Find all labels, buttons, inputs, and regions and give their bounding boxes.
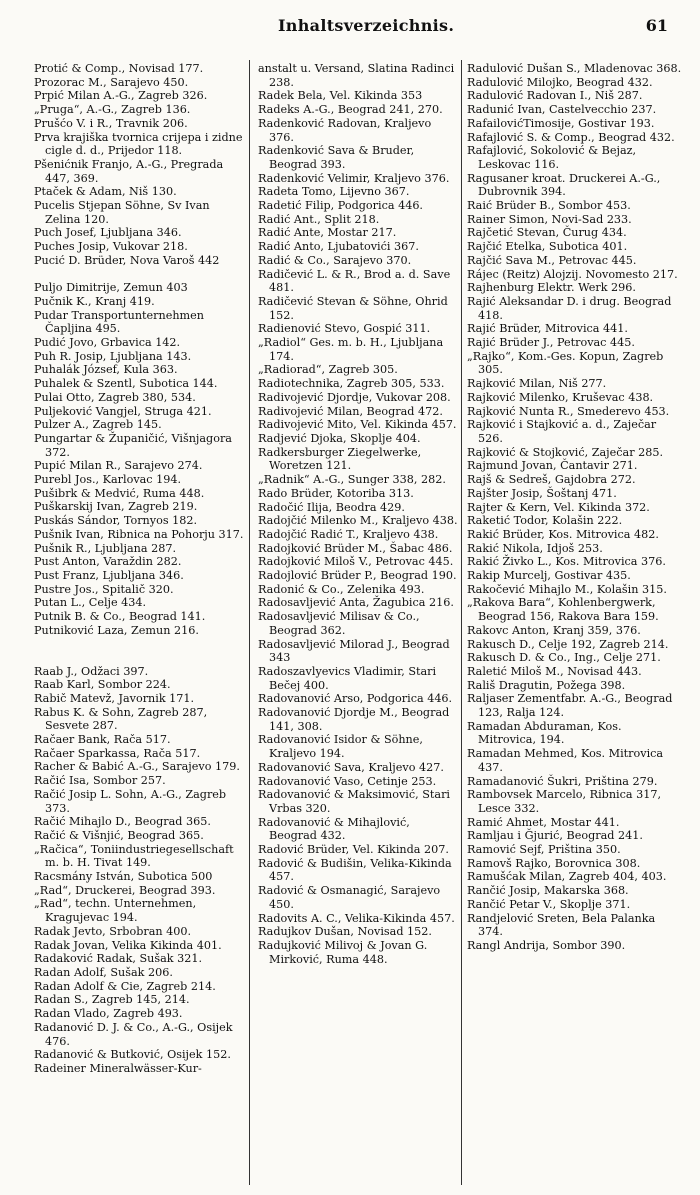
index-entry: Rajić Brüder, Mitrovica 441. <box>467 322 628 336</box>
index-column-1 <box>34 62 244 1187</box>
index-entry: Raab J., Odžaci 397. <box>34 664 149 678</box>
index-entry: „Račica“, Toniindustriegesellschaft m. b. H. Tivat 149. <box>34 842 234 870</box>
index-entry: Radujković Milivoj & Jovan G. Mirković, Ruma 448. <box>258 939 428 966</box>
index-entry: Protić & Comp., Novisad 177. <box>34 62 204 75</box>
index-entry: Radosavljević Milorad J., Beograd 343 <box>258 637 450 665</box>
index-entry: Radan S., Zagreb 145, 214. <box>34 993 190 1007</box>
index-entry: Radan Vlado, Zagreb 493. <box>34 1007 183 1021</box>
index-entry: Radivojević Djordje, Vukovar 208. <box>258 390 451 404</box>
index-entry: Radkersburger Ziegelwerke, Woretzen 121. <box>258 445 422 473</box>
index-entry: Rangl Andrija, Sombor 390. <box>467 939 626 952</box>
index-entry: Pušnik Ivan, Ribnica na Pohorju 317. <box>34 527 244 541</box>
index-entry: Pušibrk & Medvić, Ruma 448. <box>34 486 205 500</box>
index-entry: Radovanović Arso, Podgorica 446. <box>258 692 453 706</box>
index-entry: Radovanović & Mihajlović, Beograd 432. <box>258 815 410 843</box>
index-entry: Rambovsek Marcelo, Ribnica 317, Lesce 332. <box>467 788 662 815</box>
index-entry: Radeks A.-G., Beograd 241, 270. <box>258 103 443 117</box>
index-entry: Radenković Sava & Bruder, Beograd 393. <box>258 144 415 171</box>
index-entry: Puljeković Vangjel, Struga 421. <box>34 404 212 418</box>
index-entry: Radiotechnika, Zagreb 305, 533. <box>258 377 445 391</box>
index-entry: „Radiol“ Ges. m. b. H., Ljubljana 174. <box>258 336 444 363</box>
index-entry: Radanović & Butković, Osijek 152. <box>34 1048 231 1062</box>
index-entry: Putniković Laza, Zemun 216. <box>34 623 199 637</box>
index-entry: Radek Bela, Vel. Kikinda 353 <box>258 89 423 103</box>
index-entry: Putnik B. & Co., Beograd 141. <box>34 610 206 624</box>
index-entry: Radić Ant., Split 218. <box>258 212 380 226</box>
index-entry: Puches Josip, Vukovar 218. <box>34 240 188 254</box>
index-entry: Radanović D. J. & Co., A.-G., Osijek 476. <box>34 1020 233 1048</box>
index-entry: Rajš & Sedreš, Gajdobra 272. <box>467 473 636 487</box>
index-entry: Pudar Transportunternehmen Čapljina 495. <box>34 308 204 336</box>
index-entry: „Rakova Bara“, Kohlenbergwerk, Beograd 156, Rakova Bara 159. <box>467 596 659 624</box>
column-divider <box>461 60 462 1185</box>
index-entry: Pucić D. Brüder, Nova Varoš 442 <box>34 253 220 267</box>
index-entry: Rabič Matevž, Javornik 171. <box>34 691 195 705</box>
index-entry: Rabus K. & Sohn, Zagreb 287, Sesvete 287. <box>34 705 208 733</box>
index-entry: Rančić Josip, Makarska 368. <box>467 884 629 898</box>
index-entry: Rado Brüder, Kotoriba 313. <box>258 486 414 500</box>
index-entry: „Pruga“, A.-G., Zagreb 136. <box>34 103 191 117</box>
index-entry: Rafajlović, Sokolović & Bejaz, Leskovac 116. <box>467 144 637 171</box>
index-entry: Račić Mihajlo D., Beograd 365. <box>34 815 211 829</box>
index-entry: Rajter & Kern, Vel. Kikinda 372. <box>467 500 650 514</box>
index-column-3 <box>467 62 682 1187</box>
index-entry: Rajić Aleksandar D. i drug. Beograd 418. <box>467 294 672 322</box>
index-entry: Rajhenburg Elektr. Werk 296. <box>467 281 636 295</box>
index-entry: Ramadan Mehmed, Kos. Mitrovica 437. <box>467 747 664 774</box>
index-entry: Rajmund Jovan, Čantavir 271. <box>467 459 638 473</box>
index-entry: Pšenićnik Franjo, A.-G., Pregrada 447, 369. <box>34 157 224 185</box>
index-entry: Radić Ante, Mostar 217. <box>258 226 397 240</box>
index-entry: Radojčić Radić T., Kraljevo 438. <box>258 527 439 541</box>
index-entry: Rajković & Stojković, Zaječar 285. <box>467 445 664 459</box>
index-entry: Putan L., Celje 434. <box>34 596 147 610</box>
index-entry: Puh R. Josip, Ljubljana 143. <box>34 349 192 363</box>
index-entry: Radosavljević Anta, Žagubica 216. <box>258 596 454 610</box>
index-entry: Radetić Filip, Podgorica 446. <box>258 199 423 213</box>
index-entry: Radak Jevto, Srbobran 400. <box>34 924 192 938</box>
index-entry: Radojčić Milenko M., Kraljevo 438. <box>258 514 458 528</box>
index-entry: Puhalák József, Kula 363. <box>34 363 178 377</box>
index-entry: Radić & Co., Sarajevo 370. <box>258 253 412 267</box>
index-entry: Prušćo V. i R., Travnik 206. <box>34 116 188 130</box>
index-entry: Radoszavlyevics Vladimir, Stari Bečej 400. <box>258 664 437 692</box>
index-entry: Rajković Milenko, Kruševac 438. <box>467 390 654 404</box>
index-entry: Radan Adolf & Cie, Zagreb 214. <box>34 979 216 993</box>
index-entry: Radulović Radovan I., Niš 287. <box>467 89 643 103</box>
index-entry: Radovanović Djordje M., Beograd 141, 308. <box>258 706 450 733</box>
index-entry: Račić Josip L. Sohn, A.-G., Zagreb 373. <box>34 787 227 815</box>
index-entry: Rajković i Stajković a. d., Zaječar 526. <box>467 418 657 445</box>
index-entry: Radujkov Dušan, Novisad 152. <box>258 925 432 939</box>
index-entry: Pušnik R., Ljubljana 287. <box>34 541 177 555</box>
index-entry: Raab Karl, Sombor 224. <box>34 678 171 692</box>
index-entry: Radivojević Mito, Vel. Kikinda 457. <box>258 418 457 432</box>
index-entry: Radonić & Co., Zelenika 493. <box>258 582 425 596</box>
index-entry: Radojlović Brüder P., Beograd 190. <box>258 569 457 583</box>
index-entry: Radenković Velimir, Kraljevo 376. <box>258 171 450 185</box>
index-entry: Raljaser Zementfabr. A.-G., Beograd 123, Ralja 124. <box>467 692 673 720</box>
index-entry: Pucelis Stjepan Söhne, Sv Ivan Zelina 120. <box>34 199 210 226</box>
index-entry: Radovanović Vaso, Cetinje 253. <box>258 774 437 788</box>
index-entry: Prozorac M., Sarajevo 450. <box>34 75 189 89</box>
index-entry: Prpić Milan A.-G., Zagreb 326. <box>34 89 208 103</box>
index-entry: Puhalek & Szentl, Subotica 144. <box>34 377 218 391</box>
index-entry: Radović & Osmanagić, Sarajevo 450. <box>258 884 441 911</box>
page-number: 61 <box>645 16 668 35</box>
index-entry: Radojković Miloš V., Petrovac 445. <box>258 555 454 569</box>
index-entry: Radulović Dušan S., Mladenovac 368. <box>467 62 682 75</box>
index-entry: Radović Brüder, Vel. Kikinda 207. <box>258 843 449 857</box>
index-entry: Rakić Brüder, Kos. Mitrovica 482. <box>467 527 659 541</box>
index-entry: Puljo Dimitrije, Zemun 403 <box>34 281 188 295</box>
index-entry: Rajković Milan, Niš 277. <box>467 377 607 391</box>
index-entry: Radović & Budišin, Velika-Kikinda 457. <box>258 856 452 884</box>
index-entry: Ramović Sejf, Priština 350. <box>467 843 621 857</box>
index-entry: „Radnik“ A.-G., Sunger 338, 282. <box>258 473 446 487</box>
index-entry: „Rad“, techn. Unternehmen, Kragujevac 194. <box>34 897 197 925</box>
index-entry: anstalt u. Versand, Slatina Radinci 238. <box>258 62 455 89</box>
column-divider <box>249 60 250 1185</box>
page-title: Inhaltsverzeichnis. <box>278 16 455 35</box>
index-entry: Rakić Nikola, Idjoš 253. <box>467 541 603 555</box>
index-entry: Rajić Brüder J., Petrovac 445. <box>467 336 635 350</box>
index-entry: Rančić Petar V., Skoplje 371. <box>467 897 631 911</box>
index-column-2 <box>258 62 458 1187</box>
index-entry: Rajčić Sava M., Petrovac 445. <box>467 253 637 267</box>
index-entry: Ramovš Rajko, Borovnica 308. <box>467 856 641 870</box>
index-entry: Ramljau i Ğjurić, Beograd 241. <box>467 829 643 843</box>
index-entry: Radjević Djoka, Skoplje 404. <box>258 431 421 445</box>
index-entry: „Radiorad“, Zagreb 305. <box>258 363 398 377</box>
index-entry: Rakić Živko L., Kos. Mitrovica 376. <box>467 555 666 569</box>
page-header <box>0 16 700 40</box>
index-entry: Radičević Stevan & Söhne, Ohrid 152. <box>258 294 448 322</box>
index-entry: Radeta Tomo, Lijevno 367. <box>258 185 410 199</box>
index-entry: Ramušćak Milan, Zagreb 404, 403. <box>467 870 667 884</box>
index-entry: Rajković Nunta R., Smederevo 453. <box>467 404 670 418</box>
index-entry: Pust Anton, Varaždin 282. <box>34 555 182 569</box>
index-entry: Randjelović Sreten, Bela Palanka 374. <box>467 911 656 939</box>
index-entry: Radivojević Milan, Beograd 472. <box>258 404 443 418</box>
index-entry: Račaer Bank, Rača 517. <box>34 733 171 747</box>
index-entry: Radulović Milojko, Beograd 432. <box>467 75 653 89</box>
index-entry: Radaković Radak, Sušak 321. <box>34 952 203 966</box>
index-entry: RafailovićTimosije, Gostivar 193. <box>467 116 655 130</box>
index-entry: Raletić Miloš M., Novisad 443. <box>467 664 642 678</box>
index-entry: Rajčić Etelka, Subotica 401. <box>467 240 628 254</box>
index-entry: Rališ Dragutin, Požega 398. <box>467 678 626 692</box>
index-entry: Radovanović Sava, Kraljevo 427. <box>258 760 444 774</box>
index-entry: Puškarskij Ivan, Zagreb 219. <box>34 500 198 514</box>
index-entry: Radienović Stevo, Gospić 311. <box>258 322 431 336</box>
index-entry: Radovanović Isidor & Söhne, Kraljevo 194. <box>258 733 423 761</box>
index-entry: Ptaček & Adam, Niš 130. <box>34 185 177 199</box>
index-entry: Radić Anto, Ljubatovići 367. <box>258 240 419 254</box>
index-entry: Racher & Babić A.-G., Sarajevo 179. <box>34 760 240 774</box>
index-entry: Rakovc Anton, Kranj 359, 376. <box>467 623 641 637</box>
index-entry: Rainer Simon, Novi-Sad 233. <box>467 212 632 226</box>
index-entry: Rajčetić Stevan, Čurug 434. <box>467 226 627 240</box>
index-entry: Rakočević Mihajlo M., Kolašin 315. <box>467 582 667 596</box>
index-entry: Račaer Sparkassa, Rača 517. <box>34 746 201 760</box>
index-entry: Radovits A. C., Velika-Kikinda 457. <box>258 911 455 925</box>
index-entry: Radosavljević Milisav & Co., Beograd 362. <box>258 610 420 637</box>
index-entry: Radičević L. & R., Brod a. d. Save 481. <box>258 267 451 295</box>
index-entry: Pučnik K., Kranj 419. <box>34 294 155 308</box>
index-entry: Radojković Brüder M., Šabac 486. <box>258 541 453 555</box>
index-entry: Rájec (Reitz) Alojzij. Novomesto 217. <box>467 267 678 281</box>
index-entry: Račić Isa, Sombor 257. <box>34 774 166 788</box>
index-entry: Radovanović & Maksimović, Stari Vrbas 320. <box>258 788 451 815</box>
index-entry: „Rajko“, Kom.-Ges. Kopun, Zagreb 305. <box>467 349 664 377</box>
index-entry: Ragusaner kroat. Druckerei A.-G., Dubrovnik 394. <box>467 171 661 199</box>
index-entry: Puskás Sándor, Tornyos 182. <box>34 514 198 528</box>
index-entry: Prva krajiška tvornica crijepa i zidne cigle d. d., Prijedor 118. <box>34 130 243 158</box>
index-entry: Purebl Jos., Karlovac 194. <box>34 473 182 487</box>
index-entry: Pulai Otto, Zagreb 380, 534. <box>34 390 196 404</box>
index-entry: Radunić Ivan, Castelvecchio 237. <box>467 103 657 117</box>
index-entry: Ramadan Abduraman, Kos. Mitrovica, 194. <box>467 719 622 747</box>
index-entry: Raić Brüder B., Sombor 453. <box>467 199 631 213</box>
index-entry: Racsmány István, Subotica 500 <box>34 870 213 884</box>
index-entry: Rakusch D. & Co., Ing., Celje 271. <box>467 651 661 665</box>
index-entry: Ramić Ahmet, Mostar 441. <box>467 815 620 829</box>
index-entry: Pungartar & Županičić, Višnjagora 372. <box>34 431 232 459</box>
index-entry: „Rad“, Druckerei, Beograd 393. <box>34 883 216 897</box>
index-entry: Radočić Ilija, Beodra 429. <box>258 500 405 514</box>
index-entry: Pudić Jovo, Grbavica 142. <box>34 336 181 350</box>
index-entry: Rajšter Josip, Šoštanj 471. <box>467 486 617 500</box>
index-entry: Rakip Murcelj, Gostivar 435. <box>467 569 631 583</box>
index-entry: Pupić Milan R., Sarajevo 274. <box>34 459 203 473</box>
index-entry: Radeiner Mineralwässer-Kur- <box>34 1061 202 1075</box>
index-entry: Račić & Višnjić, Beograd 365. <box>34 828 204 842</box>
index-entry: Radan Adolf, Sušak 206. <box>34 965 173 979</box>
index-entry: Rafajlović S. & Comp., Beograd 432. <box>467 130 675 144</box>
index-entry: Puch Josef, Ljubljana 346. <box>34 226 182 240</box>
index-entry: Pust Franz, Ljubljana 346. <box>34 569 184 582</box>
index-entry: Rakusch D., Celje 192, Zagreb 214. <box>467 637 669 651</box>
index-entry: Raketić Todor, Kolašin 222. <box>467 514 623 528</box>
index-entry: Pulzer A., Zagreb 145. <box>34 418 162 432</box>
index-entry: Ramadanović Šukri, Priština 279. <box>467 774 658 788</box>
index-entry: Radak Jovan, Velika Kikinda 401. <box>34 938 222 952</box>
index-entry: Pustre Jos., Spitalič 320. <box>34 582 174 596</box>
index-entry: Radenković Radovan, Kraljevo 376. <box>258 116 432 144</box>
